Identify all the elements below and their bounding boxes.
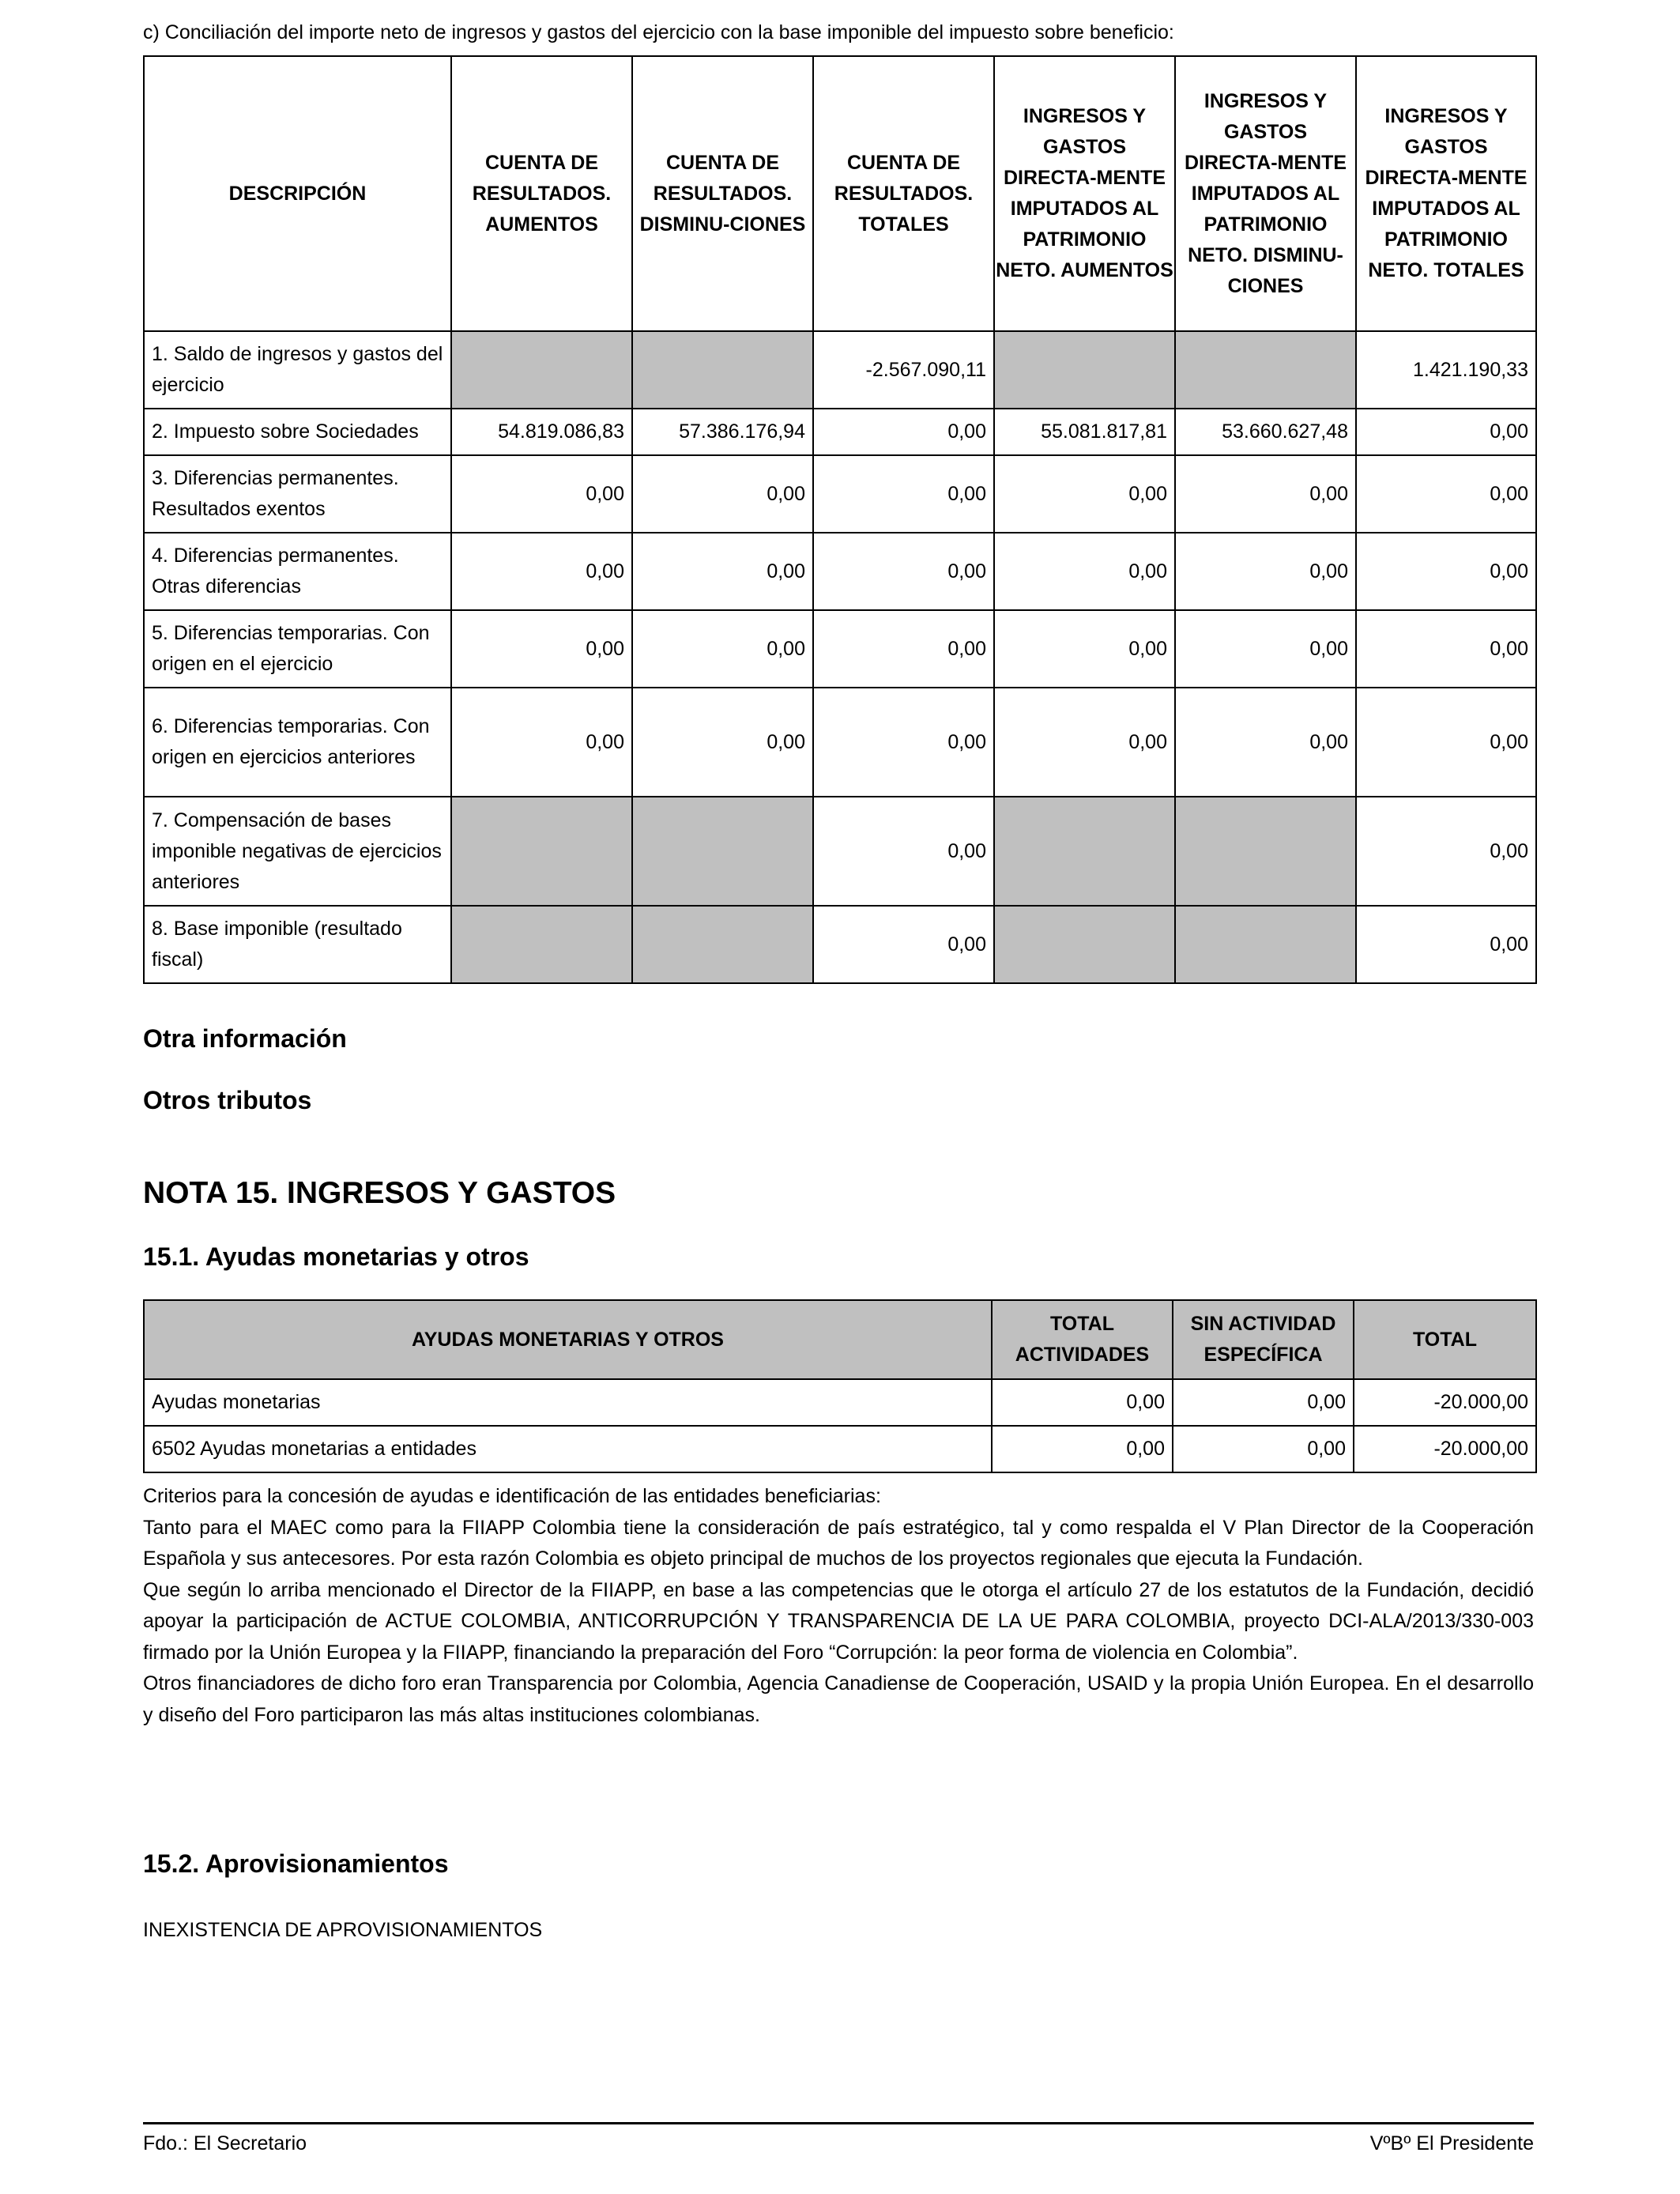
header-pn-totales: INGRESOS Y GASTOS DIRECTA-MENTE IMPUTADOS AL PATRIMONIO NETO. TOTALES (1356, 56, 1536, 331)
footer-divider (143, 2122, 1534, 2124)
cell-value: 0,00 (451, 455, 632, 533)
cell-value: 54.819.086,83 (451, 409, 632, 455)
cell-value: 0,00 (1356, 533, 1536, 610)
row-desc: 3. Diferencias permanentes. Resultados exentos (144, 455, 451, 533)
shaded-cell (1175, 797, 1356, 906)
table-row (144, 331, 1536, 409)
cell-value: 0,00 (813, 610, 994, 688)
row-desc: 7. Compensación de bases imponible negativas de ejercicios anteriores (144, 797, 451, 906)
cell-value: 0,00 (632, 610, 813, 688)
row-desc: 2. Impuesto sobre Sociedades (144, 409, 451, 455)
cell-value: 0,00 (813, 455, 994, 533)
shaded-cell (994, 331, 1175, 409)
cell-value: 0,00 (632, 533, 813, 610)
cell-value: 0,00 (813, 688, 994, 797)
shaded-cell (994, 797, 1175, 906)
row-desc: 8. Base imponible (resultado fiscal) (144, 906, 451, 983)
cell-value: 0,00 (1356, 688, 1536, 797)
cell-value: 0,00 (632, 688, 813, 797)
cell-value: 0,00 (451, 688, 632, 797)
cell-value: 1.421.190,33 (1356, 331, 1536, 409)
header-total: TOTAL (1354, 1300, 1536, 1379)
shaded-cell (451, 797, 632, 906)
cell-value: 0,00 (632, 455, 813, 533)
cell-value: 0,00 (451, 533, 632, 610)
header-sin-actividad: SIN ACTIVIDAD ESPECÍFICA (1173, 1300, 1354, 1379)
table-row (144, 1426, 1536, 1472)
footer-presidente: VºBº El Presidente (1369, 2132, 1534, 2154)
otra-informacion-heading: Otra información (143, 1024, 347, 1053)
cell-value: 57.386.176,94 (632, 409, 813, 455)
table-row (144, 409, 1536, 455)
cell-value: 0,00 (1356, 455, 1536, 533)
cell-value: 0,00 (1175, 533, 1356, 610)
shaded-cell (451, 906, 632, 983)
intro-text: c) Conciliación del importe neto de ingresos y gastos del ejercicio con la base imponible del impuesto sobre beneficio: (143, 21, 1174, 43)
cell-value: 0,00 (1356, 409, 1536, 455)
row-desc: 5. Diferencias temporarias. Con origen en el ejercicio (144, 610, 451, 688)
cell-value: 0,00 (1173, 1426, 1354, 1472)
shaded-cell (1175, 331, 1356, 409)
cell-value: 0,00 (1175, 688, 1356, 797)
cell-value: -20.000,00 (1354, 1426, 1536, 1472)
header-cr-totales: CUENTA DE RESULTADOS. TOTALES (813, 56, 994, 331)
cell-value: 0,00 (1356, 906, 1536, 983)
row-desc: 6. Diferencias temporarias. Con origen en ejercicios anteriores (144, 688, 451, 797)
row-desc: 1. Saldo de ingresos y gastos del ejercicio (144, 331, 451, 409)
cell-value: 0,00 (1356, 797, 1536, 906)
cell-value: 0,00 (813, 409, 994, 455)
cell-value: 0,00 (1173, 1379, 1354, 1426)
table-header-row (144, 56, 1536, 331)
cell-value: 0,00 (1175, 610, 1356, 688)
cell-value: -2.567.090,11 (813, 331, 994, 409)
section-15-2-heading: 15.2. Aprovisionamientos (143, 1849, 449, 1878)
cell-value: 0,00 (813, 906, 994, 983)
shaded-cell (1175, 906, 1356, 983)
header-pn-disminuciones: INGRESOS Y GASTOS DIRECTA-MENTE IMPUTADOS AL PATRIMONIO NETO. DISMINU-CIONES (1175, 56, 1356, 331)
ayudas-table (143, 1299, 1537, 1473)
cell-value: 0,00 (994, 455, 1175, 533)
section-15-1-heading: 15.1. Ayudas monetarias y otros (143, 1242, 529, 1271)
inexistencia-text: INEXISTENCIA DE APROVISIONAMIENTOS (143, 1919, 543, 1941)
table-row (144, 455, 1536, 533)
cell-value: 0,00 (813, 797, 994, 906)
table-row (144, 797, 1536, 906)
header-descripcion: DESCRIPCIÓN (144, 56, 451, 331)
header-pn-aumentos: INGRESOS Y GASTOS DIRECTA-MENTE IMPUTADOS AL PATRIMONIO NETO. AUMENTOS (994, 56, 1175, 331)
table-row (144, 1379, 1536, 1426)
table-row (144, 533, 1536, 610)
paragraph: Otros financiadores de dicho foro eran Transparencia por Colombia, Agencia Canadiense de Cooperación, USAID y la propia Unión Europea. En el desarrollo y diseño del Foro participaron las más altas instituciones colombianas. (143, 1672, 1534, 1726)
cell-value: 0,00 (451, 610, 632, 688)
cell-value: 0,00 (994, 533, 1175, 610)
footer-secretario: Fdo.: El Secretario (143, 2132, 307, 2154)
header-total-actividades: TOTAL ACTIVIDADES (992, 1300, 1173, 1379)
cell-value: 0,00 (1175, 455, 1356, 533)
cell-value: 0,00 (813, 533, 994, 610)
row-desc: Ayudas monetarias (144, 1379, 992, 1426)
cell-value: 0,00 (1356, 610, 1536, 688)
table-row (144, 610, 1536, 688)
nota15-heading: NOTA 15. INGRESOS Y GASTOS (143, 1176, 616, 1210)
cell-value: 0,00 (992, 1379, 1173, 1426)
header-ayudas: AYUDAS MONETARIAS Y OTROS (144, 1300, 992, 1379)
cell-value: 0,00 (994, 688, 1175, 797)
row-desc: 6502 Ayudas monetarias a entidades (144, 1426, 992, 1472)
paragraph: Criterios para la concesión de ayudas e identificación de las entidades beneficiarias: (143, 1485, 881, 1507)
table-row (144, 688, 1536, 797)
row-desc: 4. Diferencias permanentes. Otras diferencias (144, 533, 451, 610)
header-cr-aumentos: CUENTA DE RESULTADOS. AUMENTOS (451, 56, 632, 331)
table-row (144, 906, 1536, 983)
paragraph: Tanto para el MAEC como para la FIIAPP Colombia tiene la consideración de país estratégico, tal y como respalda el V Plan Director de la Cooperación Española y sus antecesores. Por esta razón Colombia es objeto principal de muchos de los proyectos regionales que ejecuta la Fundación. (143, 1516, 1534, 1570)
shaded-cell (632, 797, 813, 906)
shaded-cell (632, 906, 813, 983)
cell-value: -20.000,00 (1354, 1379, 1536, 1426)
otros-tributos-heading: Otros tributos (143, 1086, 312, 1114)
shaded-cell (632, 331, 813, 409)
paragraph: Que según lo arriba mencionado el Director de la FIIAPP, en base a las competencias que le otorga el artículo 27 de los estatutos de la Fundación, decidió apoyar la participación de ACTUE COLOMBIA, ANTICORRUPCIÓN Y TRANSPARENCIA DE LA UE PARA COLOMBIA, proyecto DCI-ALA/2013/330-003 firmado por la Unión Europea y la FIIAPP, financiando la preparación del Foro “Corrupción: la peor forma de violencia en Colombia”. (143, 1578, 1534, 1664)
cell-value: 53.660.627,48 (1175, 409, 1356, 455)
conciliation-table (143, 55, 1537, 984)
header-cr-disminuciones: CUENTA DE RESULTADOS. DISMINU-CIONES (632, 56, 813, 331)
criteria-text (143, 1481, 1534, 1731)
cell-value: 0,00 (992, 1426, 1173, 1472)
table-header-row (144, 1300, 1536, 1379)
cell-value: 55.081.817,81 (994, 409, 1175, 455)
shaded-cell (451, 331, 632, 409)
cell-value: 0,00 (994, 610, 1175, 688)
shaded-cell (994, 906, 1175, 983)
